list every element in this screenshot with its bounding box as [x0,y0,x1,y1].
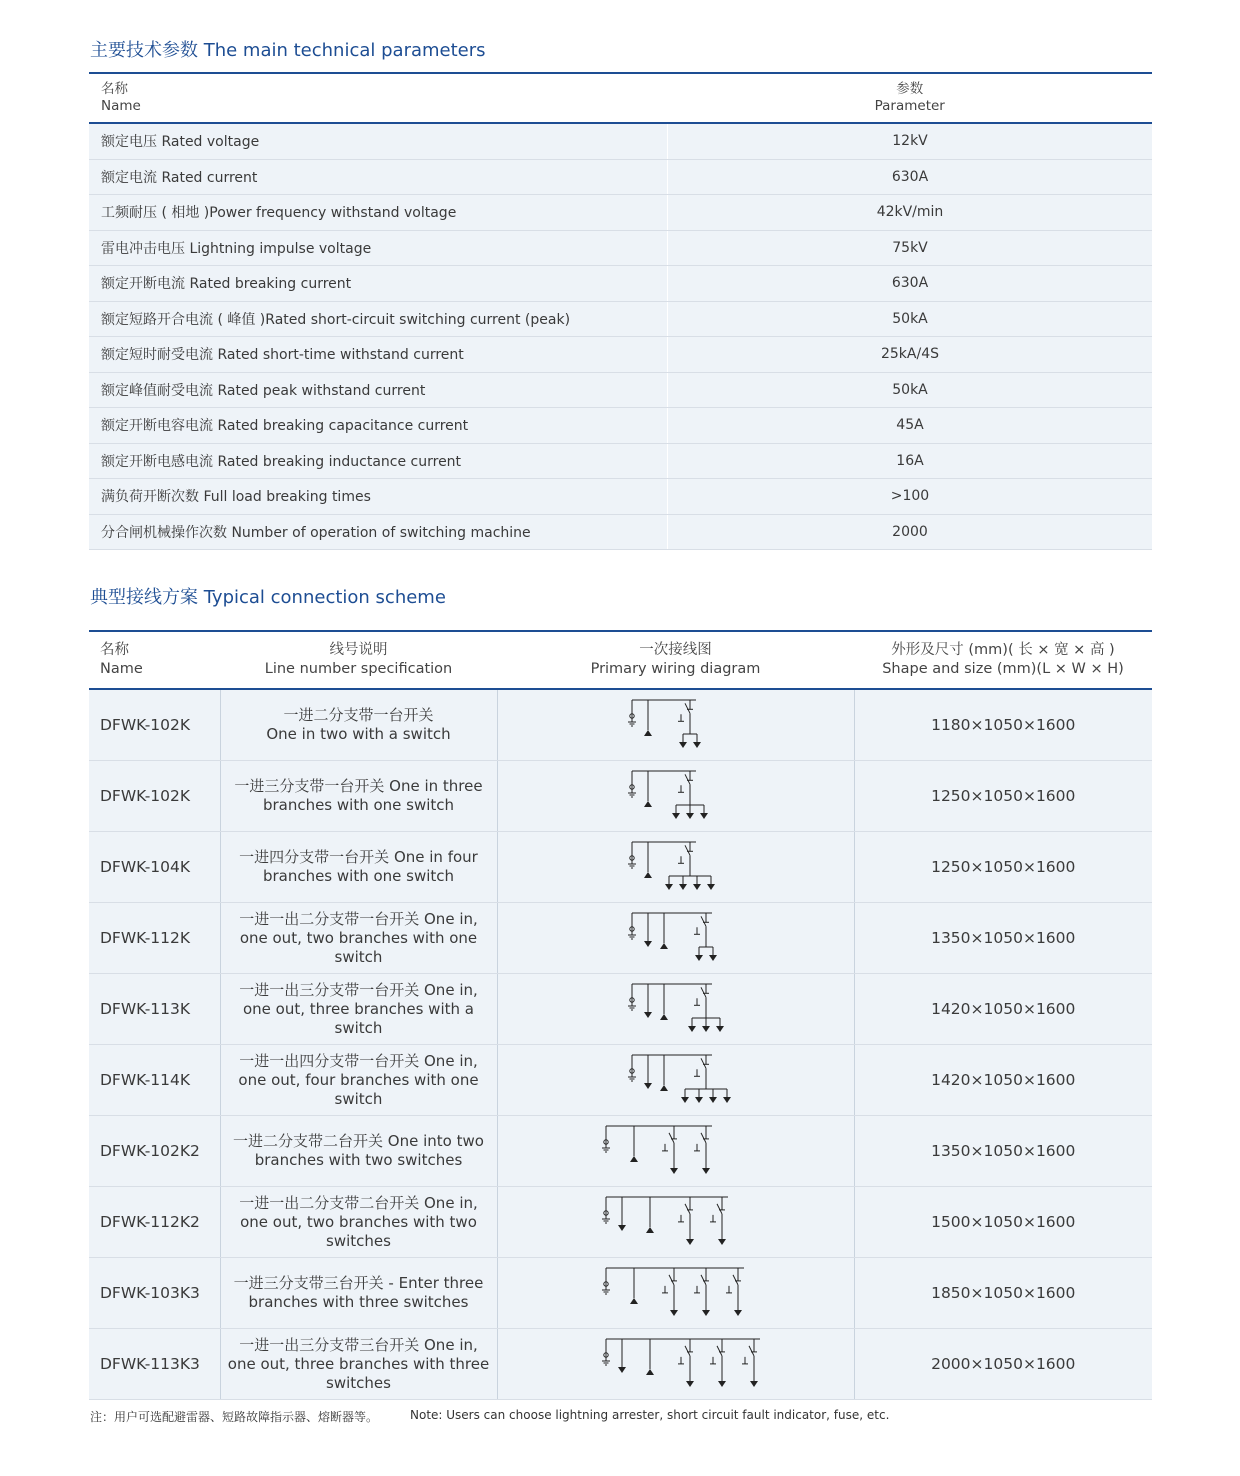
schemes-header-row [89,631,1152,689]
scheme-diagram-cell [497,1116,854,1187]
arrow-down-icon [670,1310,678,1316]
param-row [89,195,1152,231]
arrow-down-icon [750,1381,758,1387]
switch-blade-icon [701,1058,706,1068]
wiring-diagram-group [628,1055,731,1103]
arrow-down-icon [688,1026,696,1032]
scheme-row [89,689,1152,761]
switch-blade-icon [685,703,690,713]
params-header-name [89,73,668,123]
schemes-header-name-cn: 名称 [100,642,129,658]
wiring-diagram [586,1120,766,1182]
arrow-down-icon [718,1381,726,1387]
arrow-down-icon [723,1097,731,1103]
scheme-size: 1350×1050×1600 [854,903,1152,974]
arrow-down-icon [709,955,717,961]
arrow-down-icon [618,1225,626,1231]
scheme-row [89,1258,1152,1329]
arrow-up-icon [644,730,652,736]
arrow-down-icon [716,1026,724,1032]
footnote-en: Note: Users can choose lightning arrester, short circuit fault indicator, fuse, etc. [410,1408,890,1422]
switch-blade-icon [717,1204,722,1214]
wiring-diagram [586,978,766,1040]
arrow-down-icon [718,1239,726,1245]
wiring-diagram [586,1262,766,1324]
scheme-diagram-cell [497,1258,854,1329]
wiring-diagram [586,907,766,969]
scheme-size: 2000×1050×1600 [854,1329,1152,1400]
param-row [89,266,1152,302]
scheme-size: 1350×1050×1600 [854,1116,1152,1187]
arrow-up-icon [630,1298,638,1304]
scheme-spec: 一进一出三分支带一台开关 One in, one out, three branches with a switch [220,974,497,1045]
scheme-spec: 一进三分支带一台开关 One in three branches with one switch [220,761,497,832]
scheme-size: 1250×1050×1600 [854,761,1152,832]
params-header-param-cn: 参数 [896,81,924,97]
scheme-row [89,1116,1152,1187]
switch-blade-icon [701,987,706,997]
param-value: 12kV [668,123,1153,159]
param-name: 满负荷开断次数 Full load breaking times [89,479,668,515]
arrow-down-icon [670,1168,678,1174]
switch-blade-icon [733,1275,738,1285]
wiring-diagram-group [628,700,701,748]
scheme-row [89,903,1152,974]
arrow-down-icon [695,1097,703,1103]
scheme-spec: 一进二分支带一台开关 One in two with a switch [220,689,497,761]
scheme-size: 1180×1050×1600 [854,689,1152,761]
scheme-size: 1420×1050×1600 [854,974,1152,1045]
scheme-diagram-cell [497,1187,854,1258]
scheme-diagram-cell [497,1329,854,1400]
schemes-header-size-en: Shape and size (mm)(L × W × H) [882,661,1124,677]
scheme-spec: 一进二分支带二台开关 One into two branches with two switches [220,1116,497,1187]
switch-blade-icon [685,1346,690,1356]
schemes-table [89,630,1152,1400]
wiring-diagram [586,1191,766,1253]
schemes-header-name-en: Name [100,661,143,677]
switch-blade-icon [685,1204,690,1214]
params-section-title: 主要技术参数 The main technical parameters [90,40,486,61]
scheme-diagram-cell [497,1045,854,1116]
scheme-name: DFWK-103K3 [89,1258,220,1329]
param-name: 额定电压 Rated voltage [89,123,668,159]
switch-blade-icon [701,1275,706,1285]
param-row [89,443,1152,479]
switch-blade-icon [685,774,690,784]
arrow-down-icon [693,884,701,890]
arrow-down-icon [644,1083,652,1089]
scheme-spec: 一进一出四分支带一台开关 One in, one out, four branches with one switch [220,1045,497,1116]
arrow-down-icon [644,1012,652,1018]
scheme-diagram-cell [497,689,854,761]
arrow-down-icon [686,1239,694,1245]
scheme-spec: 一进一出三分支带三台开关 One in, one out, three branches with three switches [220,1329,497,1400]
params-header-name-cn: 名称 [101,81,128,97]
schemes-section-title: 典型接线方案 Typical connection scheme [90,587,446,608]
params-header-param-en: Parameter [874,98,945,114]
param-row [89,514,1152,550]
scheme-row [89,1045,1152,1116]
switch-blade-icon [717,1346,722,1356]
param-value: 25kA/4S [668,337,1153,373]
param-row [89,159,1152,195]
wiring-diagram-group [628,771,708,819]
scheme-name: DFWK-102K [89,761,220,832]
param-name: 额定电流 Rated current [89,159,668,195]
switch-blade-icon [685,845,690,855]
param-name: 额定峰值耐受电流 Rated peak withstand current [89,372,668,408]
param-name: 额定开断电流 Rated breaking current [89,266,668,302]
scheme-name: DFWK-104K [89,832,220,903]
wiring-diagram [586,694,766,756]
scheme-row [89,761,1152,832]
scheme-spec: 一进三分支带三台开关 - Enter three branches with three switches [220,1258,497,1329]
scheme-name: DFWK-114K [89,1045,220,1116]
scheme-size: 1500×1050×1600 [854,1187,1152,1258]
scheme-row [89,974,1152,1045]
scheme-diagram-cell [497,832,854,903]
scheme-row [89,1329,1152,1400]
wiring-diagram [586,1333,766,1395]
wiring-diagram [586,1049,766,1111]
wiring-diagram-group [602,1339,760,1387]
scheme-spec: 一进一出二分支带一台开关 One in, one out, two branches with one switch [220,903,497,974]
arrow-down-icon [686,1381,694,1387]
param-row [89,301,1152,337]
arrow-up-icon [646,1227,654,1233]
scheme-row [89,832,1152,903]
param-row [89,479,1152,515]
param-value: >100 [668,479,1153,515]
arrow-down-icon [702,1168,710,1174]
arrow-down-icon [686,813,694,819]
param-row [89,408,1152,444]
arrow-down-icon [707,884,715,890]
switch-blade-icon [669,1275,674,1285]
arrow-down-icon [702,1026,710,1032]
param-name: 额定开断电感电流 Rated breaking inductance current [89,443,668,479]
arrow-up-icon [646,1369,654,1375]
arrow-down-icon [665,884,673,890]
scheme-name: DFWK-113K [89,974,220,1045]
schemes-header-diagram-en: Primary wiring diagram [590,661,761,677]
scheme-name: DFWK-102K2 [89,1116,220,1187]
params-header-name-en: Name [101,98,141,114]
params-body [89,123,1152,550]
param-value: 50kA [668,301,1153,337]
params-header-row [89,73,1152,123]
arrow-up-icon [630,1156,638,1162]
param-name: 雷电冲击电压 Lightning impulse voltage [89,230,668,266]
arrow-down-icon [693,742,701,748]
param-value: 50kA [668,372,1153,408]
wiring-diagram-group [628,913,717,961]
scheme-diagram-cell [497,761,854,832]
arrow-down-icon [644,941,652,947]
schemes-header-size-cn: 外形及尺寸 (mm)( 长 × 宽 × 高 ) [891,642,1115,658]
param-name: 工频耐压 ( 相地 )Power frequency withstand voltage [89,195,668,231]
param-name: 额定短路开合电流 ( 峰值 )Rated short-circuit switching current (peak) [89,301,668,337]
schemes-body [89,689,1152,1400]
param-value: 16A [668,443,1153,479]
switch-blade-icon [701,1133,706,1143]
param-name: 额定短时耐受电流 Rated short-time withstand current [89,337,668,373]
param-value: 2000 [668,514,1153,550]
arrow-down-icon [700,813,708,819]
param-row [89,123,1152,159]
wiring-diagram-group [628,842,715,890]
wiring-diagram-group [602,1126,712,1174]
schemes-header-diagram-cn: 一次接线图 [639,642,712,658]
scheme-name: DFWK-113K3 [89,1329,220,1400]
arrow-down-icon [695,955,703,961]
arrow-down-icon [681,1097,689,1103]
scheme-size: 1850×1050×1600 [854,1258,1152,1329]
schemes-header-size [854,631,1152,689]
arrow-down-icon [679,884,687,890]
scheme-size: 1250×1050×1600 [854,832,1152,903]
arrow-down-icon [672,813,680,819]
scheme-name: DFWK-112K2 [89,1187,220,1258]
scheme-spec: 一进四分支带一台开关 One in four branches with one switch [220,832,497,903]
arrow-down-icon [702,1310,710,1316]
wiring-diagram-group [602,1268,744,1316]
scheme-name: DFWK-112K [89,903,220,974]
switch-blade-icon [749,1346,754,1356]
param-name: 分合闸机械操作次数 Number of operation of switching machine [89,514,668,550]
params-table [89,72,1152,550]
switch-blade-icon [701,916,706,926]
wiring-diagram [586,836,766,898]
param-row [89,372,1152,408]
scheme-name: DFWK-102K [89,689,220,761]
schemes-header-name [89,631,220,689]
scheme-row [89,1187,1152,1258]
param-value: 45A [668,408,1153,444]
scheme-size: 1420×1050×1600 [854,1045,1152,1116]
arrow-down-icon [734,1310,742,1316]
arrow-up-icon [660,1085,668,1091]
arrow-down-icon [618,1367,626,1373]
param-value: 42kV/min [668,195,1153,231]
param-value: 630A [668,159,1153,195]
arrow-down-icon [679,742,687,748]
param-row [89,337,1152,373]
param-row [89,230,1152,266]
param-value: 75kV [668,230,1153,266]
schemes-header-spec-cn: 线号说明 [329,642,388,658]
arrow-up-icon [644,872,652,878]
schemes-header-spec [220,631,497,689]
param-value: 630A [668,266,1153,302]
wiring-diagram-group [602,1197,728,1245]
footnote-cn: 注：用户可选配避雷器、短路故障指示器、熔断器等。 [90,1410,379,1424]
param-name: 额定开断电容电流 Rated breaking capacitance current [89,408,668,444]
scheme-diagram-cell [497,903,854,974]
arrow-down-icon [709,1097,717,1103]
scheme-spec: 一进一出二分支带二台开关 One in, one out, two branches with two switches [220,1187,497,1258]
wiring-diagram-group [628,984,724,1032]
params-header-param [668,73,1153,123]
switch-blade-icon [669,1133,674,1143]
arrow-up-icon [644,801,652,807]
wiring-diagram [586,765,766,827]
schemes-header-spec-en: Line number specification [264,661,453,677]
arrow-up-icon [660,1014,668,1020]
schemes-header-diagram [497,631,854,689]
scheme-diagram-cell [497,974,854,1045]
arrow-up-icon [660,943,668,949]
